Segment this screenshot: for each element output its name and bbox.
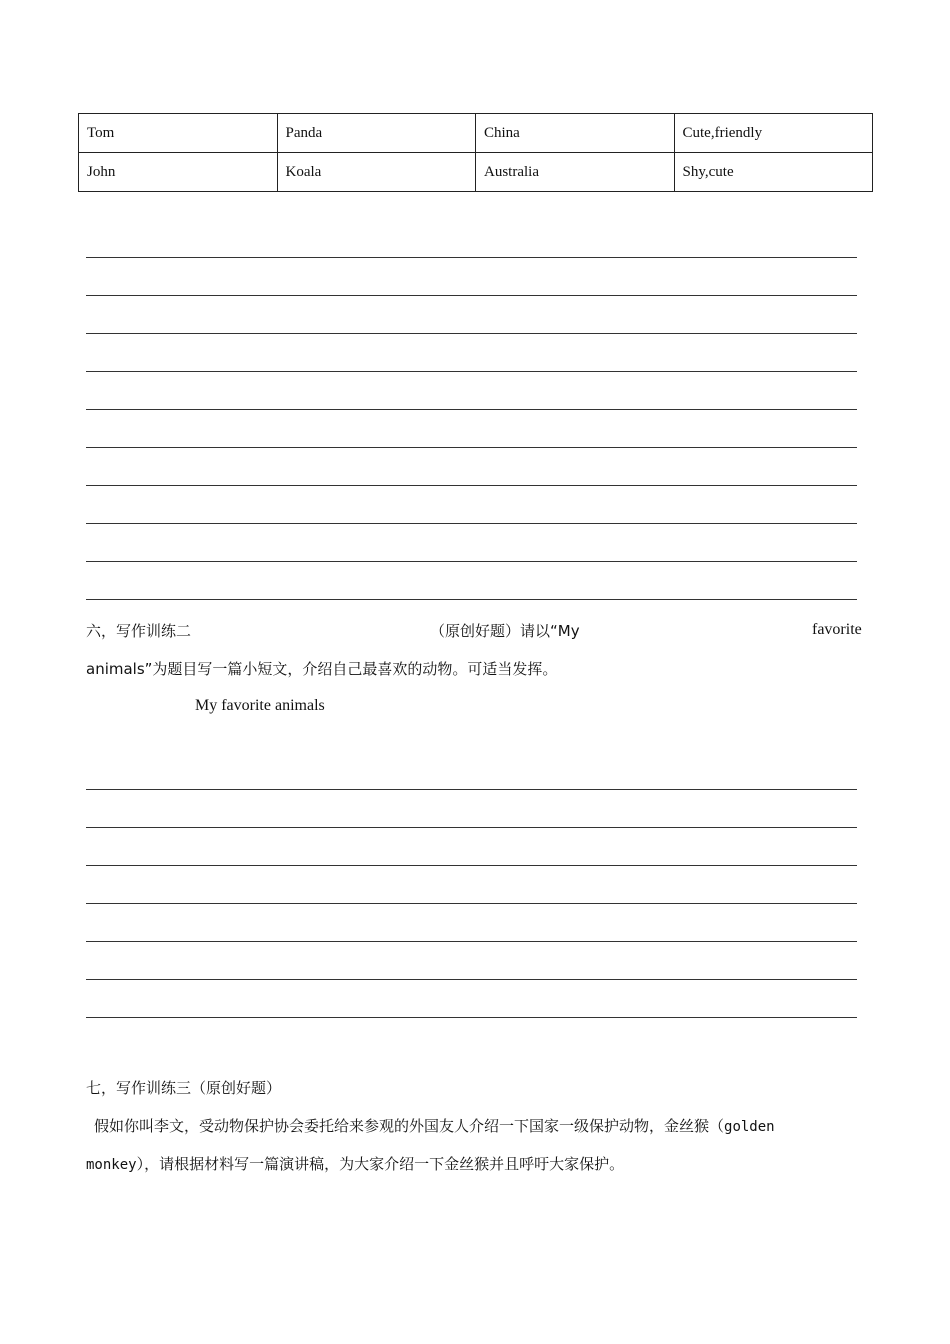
writing-line[interactable]	[86, 980, 857, 1018]
table-row	[79, 153, 873, 192]
table-cell-country: China	[476, 114, 675, 153]
writing-line[interactable]	[86, 296, 857, 334]
section7-line2-suffix: ），请根据材料写一篇演讲稿，为大家介绍一下金丝猴并且呼吁大家保护。	[136, 1155, 625, 1173]
section7-line1-en: golden	[724, 1119, 775, 1135]
section7-heading: 七，写作训练三（原创好题）	[86, 1079, 282, 1097]
writing-line[interactable]	[86, 866, 857, 904]
writing-line[interactable]	[86, 562, 857, 600]
writing-line[interactable]	[86, 258, 857, 296]
table-cell-name: Tom	[79, 114, 278, 153]
writing-line[interactable]	[86, 448, 857, 486]
writing-line[interactable]	[86, 790, 857, 828]
essay-title: My favorite animals	[195, 697, 325, 714]
info-table	[78, 113, 873, 192]
section7-line1-prefix: 假如你叫李文，受动物保护协会委托给来参观的外国友人介绍一下国家一级保护动物，金丝猴（	[94, 1117, 725, 1135]
writing-line[interactable]	[86, 942, 857, 980]
section6-intro-part2: favorite	[812, 621, 862, 638]
writing-lines-block-2	[86, 752, 857, 1018]
writing-line[interactable]	[86, 752, 857, 790]
writing-lines-block-1	[86, 220, 857, 600]
table-cell-animal: Panda	[277, 114, 476, 153]
writing-line[interactable]	[86, 904, 857, 942]
writing-line[interactable]	[86, 524, 857, 562]
table-cell-traits: Shy,cute	[674, 153, 873, 192]
section6-intro-line2: animals”为题目写一篇小短文，介绍自己最喜欢的动物。可适当发挥。	[86, 660, 558, 678]
section6-intro-part1: （原创好题）请以“My	[430, 622, 580, 640]
table-cell-animal: Koala	[277, 153, 476, 192]
table-row	[79, 114, 873, 153]
table-cell-country: Australia	[476, 153, 675, 192]
section7-line2-en: monkey	[86, 1157, 137, 1173]
writing-line[interactable]	[86, 334, 857, 372]
section7-line2	[86, 1153, 624, 1174]
table-cell-name: John	[79, 153, 278, 192]
writing-line[interactable]	[86, 410, 857, 448]
writing-line[interactable]	[86, 828, 857, 866]
writing-line[interactable]	[86, 220, 857, 258]
writing-line[interactable]	[86, 486, 857, 524]
section6-heading: 六，写作训练二	[86, 622, 192, 640]
writing-line[interactable]	[86, 372, 857, 410]
section7-line1	[94, 1115, 775, 1136]
table-cell-traits: Cute,friendly	[674, 114, 873, 153]
